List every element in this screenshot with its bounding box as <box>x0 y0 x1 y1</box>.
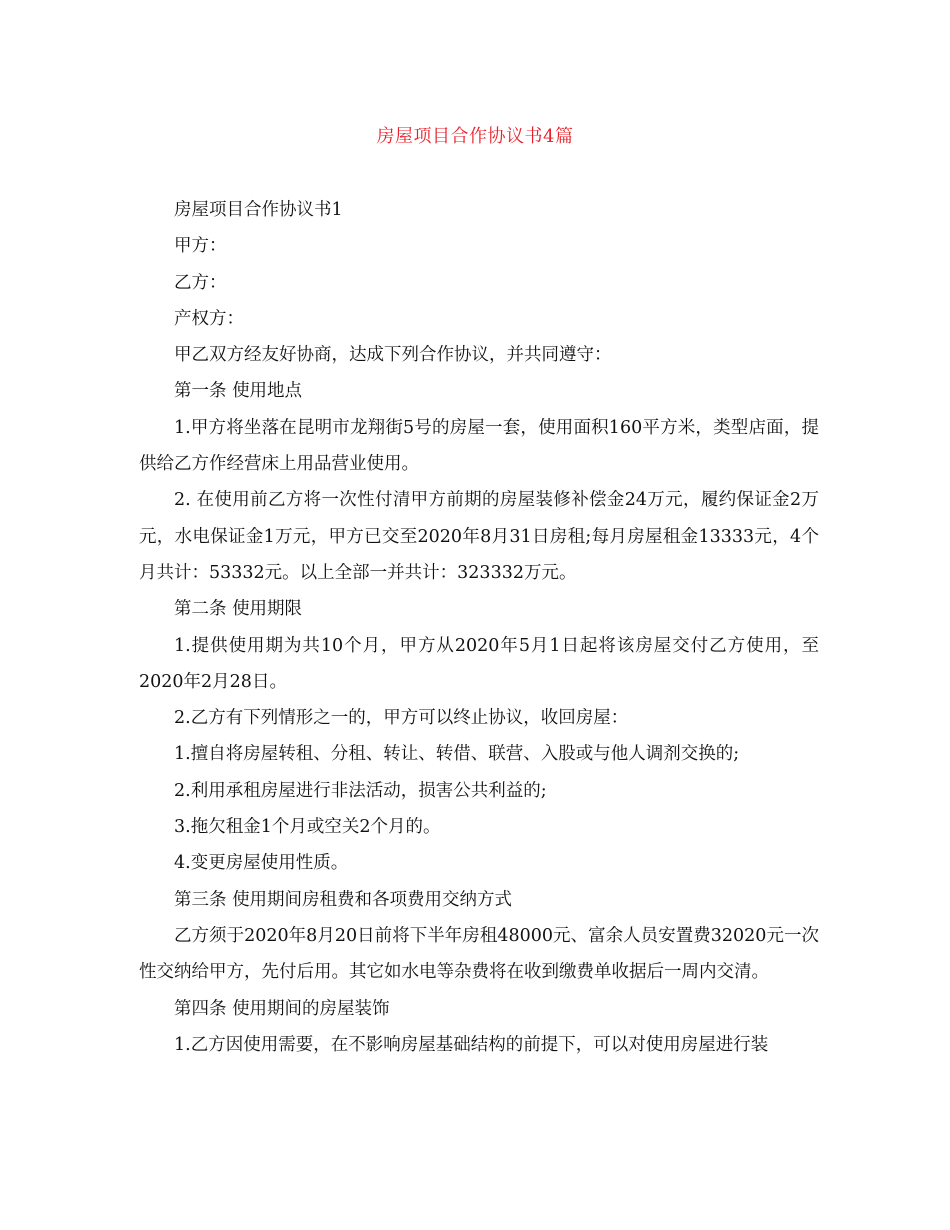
termination-item-1: 1.擅自将房屋转租、分租、转让、转借、联营、入股或与他人调剂交换的; <box>174 744 740 765</box>
article-4-clause-1: 1.乙方因使用需要，在不影响房屋基础结构的前提下，可以对使用房屋进行装 <box>174 1034 769 1055</box>
termination-item-2: 2.利用承租房屋进行非法活动，损害公共利益的; <box>174 780 547 801</box>
article-3-paragraph: 乙方须于2020年8月20日前将下半年房租48000元、富余人员安置费32020元一次性交纳给甲方，先付后用。其它如水电等杂费将在收到缴费单收据后一周内交清。 <box>139 925 819 983</box>
party-a-label: 甲方： <box>174 236 227 257</box>
article-1-clause-1: 1.甲方将坐落在昆明市龙翔街5号的房屋一套，使用面积160平方米，类型店面，提供给乙方作经营床上用品营业使用。 <box>139 417 819 475</box>
article-3-heading: 第三条 使用期间房租费和各项费用交纳方式 <box>174 889 513 910</box>
article-1-clause-2: 2. 在使用前乙方将一次性付清甲方前期的房屋装修补偿金24万元，履约保证金2万元，水电保证金1万元，甲方已交至2020年8月31日房租;每月房屋租金13333元，4个月共计：53332元。以上全部一并共计：323332万元。 <box>139 490 819 583</box>
article-2-heading: 第二条 使用期限 <box>174 599 303 620</box>
termination-item-4: 4.变更房屋使用性质。 <box>174 853 349 874</box>
termination-item-3: 3.拖欠租金1个月或空关2个月的。 <box>174 817 441 838</box>
property-owner-label: 产权方： <box>174 308 244 329</box>
party-b-label: 乙方： <box>174 272 227 293</box>
document-body <box>139 192 819 1063</box>
document-title: 房屋项目合作协议书4篇 <box>376 126 574 147</box>
section-heading: 房屋项目合作协议书1 <box>174 200 343 220</box>
intro-paragraph: 甲乙双方经友好协商，达成下列合作协议，并共同遵守： <box>174 345 612 366</box>
article-4-heading: 第四条 使用期间的房屋装饰 <box>174 998 390 1019</box>
article-2-clause-1: 1.提供使用期为共10个月，甲方从2020年5月1日起将该房屋交付乙方使用，至2020年2月28日。 <box>139 635 819 692</box>
article-1-heading: 第一条 使用地点 <box>174 381 303 402</box>
article-2-clause-2: 2.乙方有下列情形之一的，甲方可以终止协议，收回房屋： <box>174 708 629 729</box>
